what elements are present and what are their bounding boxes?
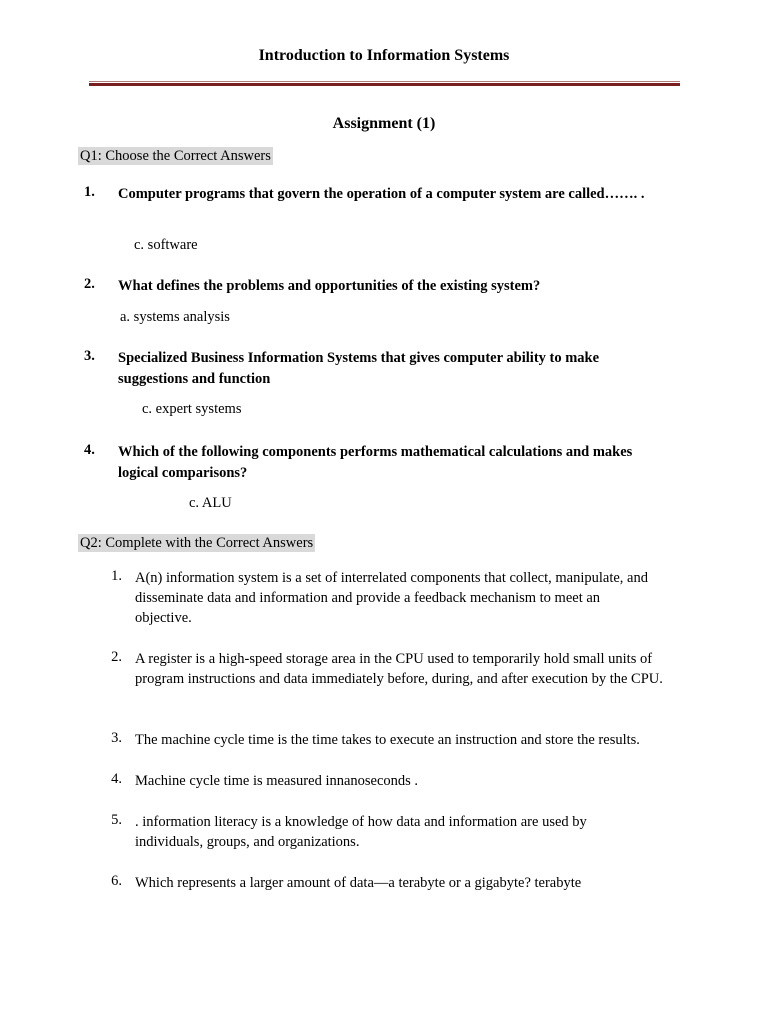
item-number: 1. [111,568,122,584]
header-divider [89,81,680,87]
item-text: Which represents a larger amount of data—a terabyte or a gigabyte? terabyte [135,875,582,891]
item-number: 6. [111,873,122,889]
item-number: 3. [111,730,122,746]
item-number: 5. [111,812,122,828]
question-answer: a. systems analysis [120,309,230,325]
item-number: 2. [111,649,122,665]
question-answer: c. ALU [189,495,232,511]
document-title: Introduction to Information Systems [258,47,510,64]
divider-thick-line [89,83,680,86]
question-text: What defines the problems and opportunities of the existing system? [118,278,541,294]
question-number: 1. [84,184,95,200]
question-text: Specialized Business Information Systems that gives computer ability to make suggestions and function [118,350,600,387]
item-text: A register is a high-speed storage area in the CPU used to temporarily hold small units of program instructions and data immediately before, during, and after execution by the CPU. [135,651,663,687]
assignment-title: Assignment (1) [332,115,436,132]
q2-heading: Q2: Complete with the Correct Answers [80,535,314,551]
item-text: A(n) information system is a set of interrelated components that collect, manipulate, and disseminate data and information and provide a feedback mechanism to meet an objective. [135,570,648,626]
question-answer: c. software [134,237,198,253]
q1-heading: Q1: Choose the Correct Answers [80,148,271,164]
question-text: Which of the following components performs mathematical calculations and makes logical comparisons? [118,444,633,481]
question-number: 3. [84,348,95,364]
question-answer: c. expert systems [142,401,242,417]
divider-thin-line [89,81,680,82]
item-text: . information literacy is a knowledge of how data and information are used by individuals, groups, and organizations. [135,814,587,850]
item-number: 4. [111,771,122,787]
question-number: 2. [84,276,95,292]
question-number: 4. [84,442,95,458]
item-text: The machine cycle time is the time takes to execute an instruction and store the results. [135,732,640,748]
question-text: Computer programs that govern the operation of a computer system are called……. . [118,186,645,202]
item-text: Machine cycle time is measured innanoseconds . [135,773,419,789]
